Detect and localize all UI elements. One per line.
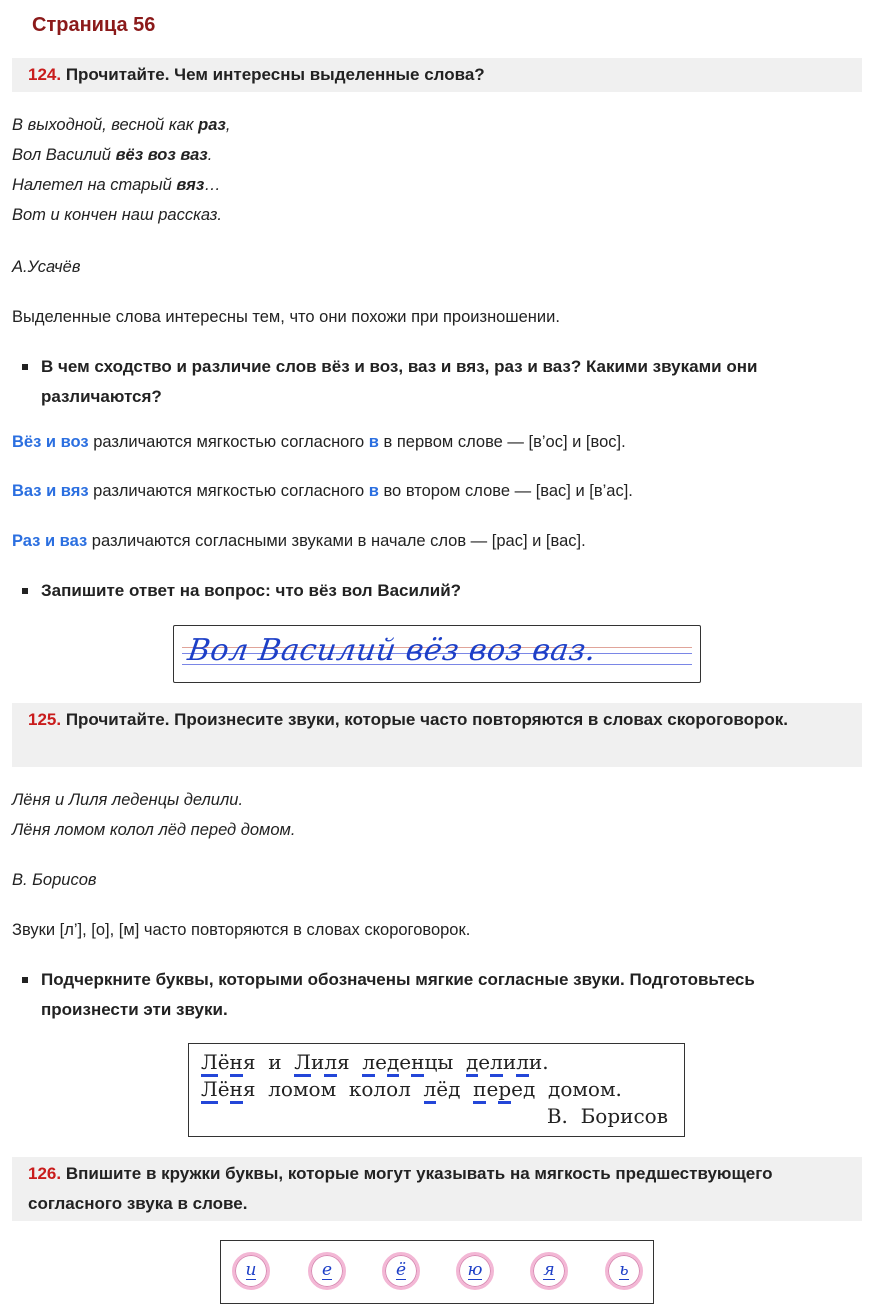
letter-circles-box (220, 1240, 654, 1304)
task-title: Впишите в кружки буквы, которые могут указывать на мягкость предшествующего согласного звука в слове. (28, 1164, 773, 1213)
answer-text: Звуки [л’], [о], [м] часто повторяются в словах скороговорок. (12, 921, 471, 939)
box-author: В. Борисов (546, 1104, 668, 1128)
letter-circle: ь (605, 1252, 643, 1290)
bullet-square-icon (22, 977, 28, 983)
handwriting-answer-box (173, 625, 701, 683)
poem-line-2: Вол Василий вёз воз ваз. (12, 146, 213, 164)
letter-circle: ё (382, 1252, 420, 1290)
question-bullet: Запишите ответ на вопрос: что вёз вол Василий? (22, 576, 852, 606)
handwritten-answer: Вол Василий вёз воз ваз. (185, 633, 599, 668)
letter-circle: я (530, 1252, 568, 1290)
tongue-twister-box (188, 1043, 685, 1137)
task-title: Прочитайте. Чем интересны выделенные слова? (65, 65, 485, 84)
letter-circle: е (308, 1252, 346, 1290)
task-title: Прочитайте. Произнесите звуки, которые часто повторяются в словах скороговорок. (65, 710, 789, 729)
poem-line-4: Вот и кончен наш рассказ. (12, 206, 222, 224)
task-number: 124. (28, 65, 62, 84)
answer-text: Выделенные слова интересны тем, что они похожи при произношении. (12, 308, 560, 326)
task-125-header (12, 703, 862, 767)
tongue-twister-line-2: Лёня ломом колол лёд перед домом. (12, 821, 296, 839)
bullet-square-icon (22, 588, 28, 594)
task-124-header (12, 58, 862, 92)
pair-line-3: Раз и ваз различаются согласными звуками в начале слов — [рас] и [вас]. (12, 532, 586, 550)
letter-circle: и (232, 1252, 270, 1290)
underlined-line-2: Лёня ломом колол лёд перед домом. (201, 1077, 622, 1101)
task-number: 125. (28, 710, 62, 729)
letter-circle: ю (456, 1252, 494, 1290)
bullet-square-icon (22, 364, 28, 370)
pair-line-1: Вёз и воз различаются мягкостью согласного в в первом слове — [в’ос] и [вос]. (12, 433, 626, 451)
underlined-line-1: Лёня и Лиля леденцы делили. (201, 1050, 549, 1074)
question-bullet: В чем сходство и различие слов вёз и воз, ваз и вяз, раз и ваз? Какими звуками они различаются? (22, 352, 852, 412)
tongue-twister-line-1: Лёня и Лиля леденцы делили. (12, 791, 244, 809)
page-title: Страница 56 (32, 14, 156, 36)
poem-line-3: Налетел на старый вяз… (12, 176, 221, 194)
tongue-twister-author: В. Борисов (12, 871, 97, 889)
pair-line-2: Ваз и вяз различаются мягкостью согласного в во втором слове — [вас] и [в’ас]. (12, 482, 633, 500)
task-126-header (12, 1157, 862, 1221)
question-bullet: Подчеркните буквы, которыми обозначены мягкие согласные звуки. Подготовьтесь произнести эти звуки. (22, 965, 852, 1025)
poem-line-1: В выходной, весной как раз, (12, 116, 231, 134)
poem-author: А.Усачёв (12, 258, 81, 276)
task-number: 126. (28, 1164, 62, 1183)
